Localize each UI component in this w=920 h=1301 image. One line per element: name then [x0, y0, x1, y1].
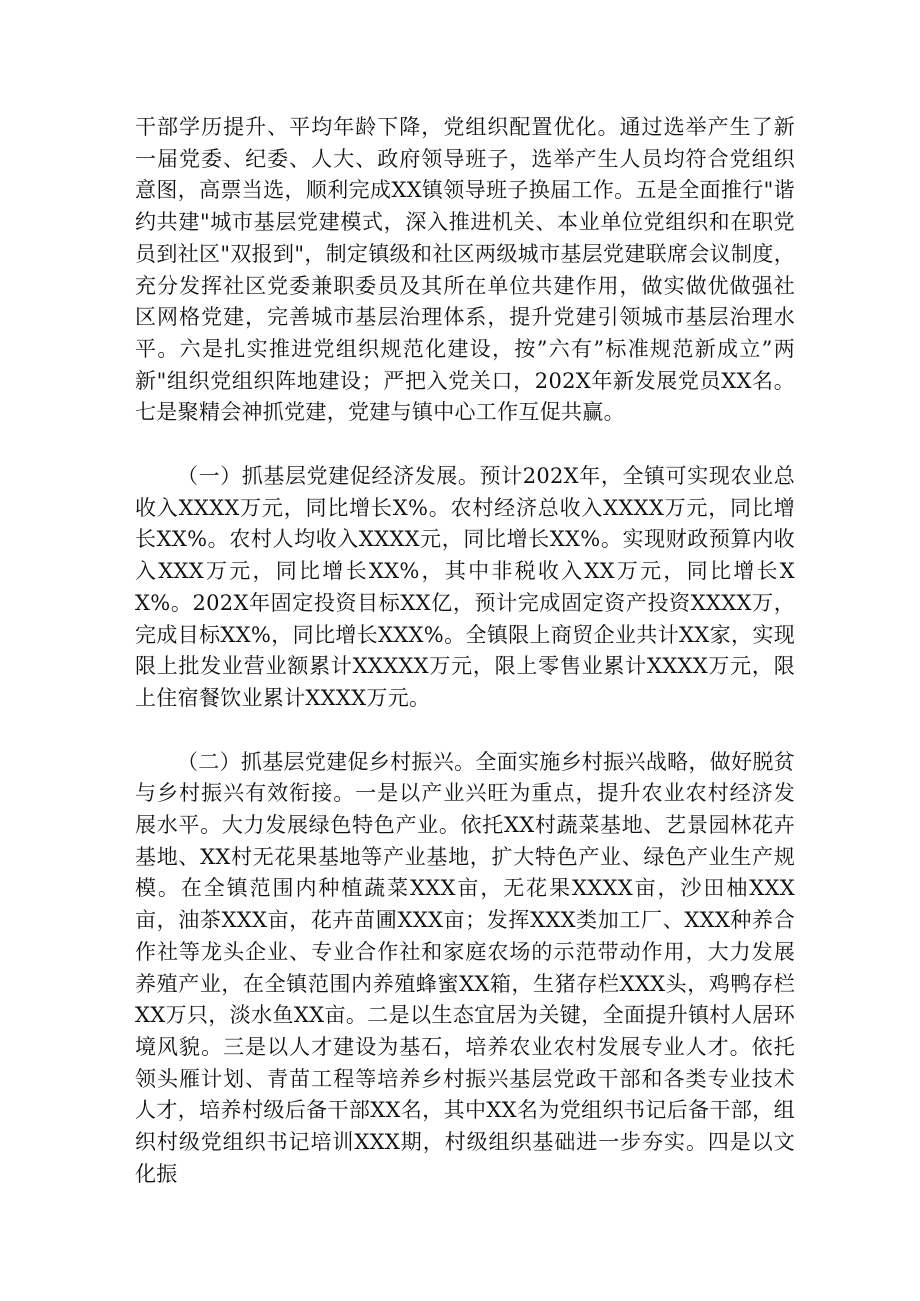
- paragraph-spacer: [135, 429, 795, 461]
- document-page: [135, 112, 795, 1191]
- paragraph-rural-revitalization: （二）抓基层党建促乡村振兴。全面实施乡村振兴战略，做好脱贫与乡村振兴有效衔接。一是以产业兴旺为重点，提升农业农村经济发展水平。大力发展绿色特色产业。依托XX村蔬菜基地、艺景园林花卉基地、XX村无花果基地等产业基地，扩大特色产业、绿色产业生产规模。在全镇范围内种植蔬菜XXX亩，无花果XXXX亩，沙田柚XXX亩，油茶XXX亩，花卉苗圃XXX亩；发挥XXX类加工厂、XXX种养合作社等龙头企业、专业合作社和家庭农场的示范带动作用，大力发展养殖产业，在全镇范围内养殖蜂蜜XX箱，生猪存栏XXX头，鸡鸭存栏XX万只，淡水鱼XX亩。二是以生态宜居为关键，全面提升镇村人居环境风貌。三是以人才建设为基石，培养农业农村发展专业人才。依托领头雁计划、青苗工程等培养乡村振兴基层党政干部和各类专业技术人才，培养村级后备干部XX名，其中XX名为党组织书记后备干部，组织村级党组织书记培训XXX期，村级组织基础进一步夯实。四是以文化振: [135, 749, 795, 1186]
- paragraph-party-building-summary: 干部学历提升、平均年龄下降，党组织配置优化。通过选举产生了新一届党委、纪委、人大、政府领导班子，选举产生人员均符合党组织意图，高票当选，顺利完成XX镇领导班子换届工作。五是全面推行"谐约共建"城市基层党建模式，深入推进机关、本业单位党组织和在职党员到社区"双报到"，制定镇级和社区两级城市基层党建联席会议制度，充分发挥社区党委兼职委员及其所在单位共建作用，做实做优做强社区网格党建，完善城市基层治理体系，提升党建引领城市基层治理水平。六是扎实推进党组织规范化建设，按”六有”标准规范新成立”两新"组织党组织阵地建设；严把入党关口，202X年新发展党员XX名。七是聚精会神抓党建，党建与镇中心工作互促共赢。: [135, 115, 795, 425]
- paragraph-economic-development: （一）抓基层党建促经济发展。预计202X年，全镇可实现农业总收入XXXX万元，同比增长X%。农村经济总收入XXXX万元，同比增长XX%。农村人均收入XXXX元，同比增长XX%。实现财政预算内收入XXX万元，同比增长XX%，其中非税收入XX万元，同比增长XX%。202X年固定投资目标XX亿，预计完成固定资产投资XXXX万，完成目标XX%，同比增长XXX%。全镇限上商贸企业共计XX家，实现限上批发业营业额累计XXXXX万元，限上零售业累计XXXX万元，限上住宿餐饮业累计XXXX万元。: [135, 464, 795, 710]
- paragraph-spacer: [135, 715, 795, 747]
